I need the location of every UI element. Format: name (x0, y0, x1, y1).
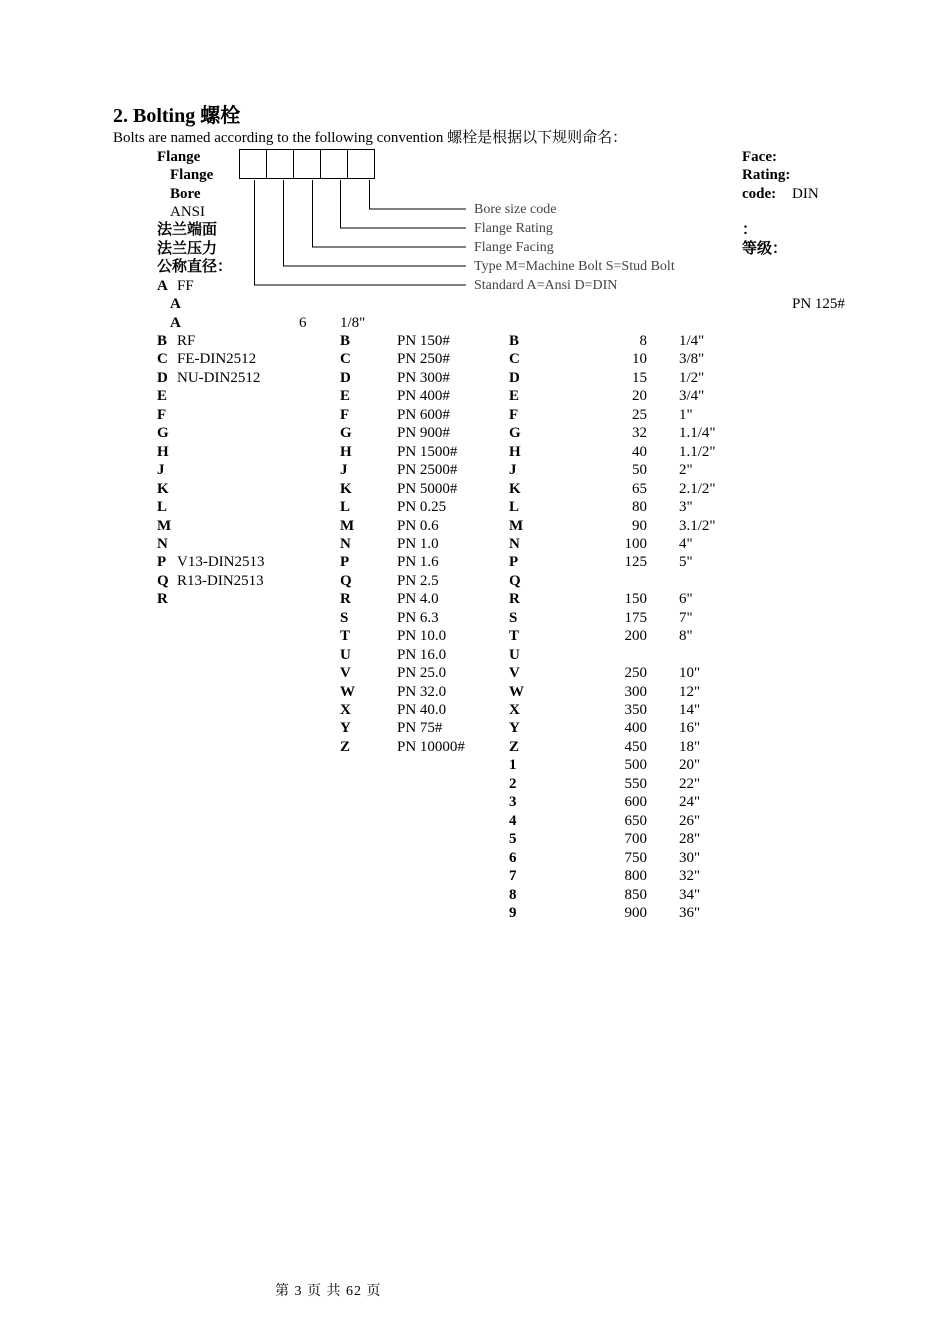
bore-inch-A: 1/8" (340, 315, 366, 331)
bore-mm-A: 6 (299, 315, 307, 331)
bore-inch: 3/8" (679, 351, 705, 368)
bore-mm: 250 (624, 665, 647, 682)
bore-mm: 850 (624, 886, 647, 903)
facing-code: H (157, 443, 169, 460)
bore-mm: 750 (624, 849, 647, 866)
bore-mm: 200 (624, 628, 647, 645)
bore-inch: 1.1/4" (679, 425, 716, 442)
label-type: Type M=Machine Bolt S=Stud Bolt (474, 259, 675, 274)
bore-inch: 1/2" (679, 369, 705, 386)
bore-inch: 16" (679, 720, 701, 737)
bore-code: E (509, 388, 520, 405)
bore-mm: 450 (624, 738, 647, 755)
bore-mm: 8 (639, 333, 647, 349)
rating-code: Q (340, 572, 352, 589)
bore-code: K (509, 480, 521, 497)
header-rating: Rating: (742, 167, 791, 183)
bore-inch: 3/4" (679, 388, 705, 405)
rating-code: S (340, 609, 349, 626)
rating-value: PN 250# (397, 351, 450, 368)
leader-line-facing (313, 180, 467, 247)
bore-inch: 8" (679, 628, 693, 645)
rating-code: P (340, 554, 350, 571)
bore-code: N (509, 535, 520, 552)
bore-inch: 22" (679, 775, 701, 792)
bore-mm: 65 (632, 480, 647, 497)
header-flange-1: Flange (157, 149, 201, 165)
bore-inch: 2.1/2" (679, 480, 716, 497)
bore-mm: 125 (624, 554, 647, 571)
bore-mm: 10 (632, 351, 647, 368)
rating-value: PN 1.0 (397, 535, 439, 552)
bore-code: 9 (509, 904, 517, 921)
bore-mm: 600 (624, 794, 647, 811)
bore-inch: 26" (679, 812, 701, 829)
rating-value: PN 40.0 (397, 702, 447, 718)
rating-value: PN 150# (397, 333, 450, 349)
rating-code: G (340, 425, 352, 442)
rating-code: D (340, 369, 351, 386)
bore-code-A: A (170, 315, 181, 331)
bore-code: 1 (509, 757, 517, 774)
label-bore-size-code: Bore size code (474, 202, 557, 217)
bore-inch: 12" (679, 683, 701, 700)
bore-inch: 18" (679, 738, 701, 755)
rating-code: E (340, 388, 351, 405)
rating-code: W (340, 683, 355, 700)
header-grade-cn: 等级： (742, 241, 788, 257)
rating-code: C (340, 351, 351, 368)
bore-inch: 28" (679, 831, 701, 848)
bore-mm: 700 (624, 831, 647, 848)
bore-inch: 1" (679, 406, 693, 423)
bore-inch: 5" (679, 554, 693, 571)
rating-value: PN 16.0 (397, 646, 447, 663)
rating-value: PN 75# (397, 720, 443, 737)
facing-code: J (157, 462, 165, 479)
bore-inch: 3.1/2" (679, 517, 716, 534)
bore-code: X (509, 702, 520, 718)
bore-inch: 20" (679, 757, 701, 774)
label-flange-facing: Flange Facing (474, 240, 554, 255)
facing-value: NU-DIN2512 (177, 369, 261, 386)
facing-code: F (157, 406, 167, 423)
bore-mm: 15 (632, 369, 647, 386)
bore-code: Y (509, 720, 520, 737)
header-rating-cn: 法兰压力 (157, 241, 218, 257)
rating-value: PN 1500# (397, 443, 458, 460)
bore-inch: 1.1/2" (679, 443, 716, 460)
bore-code: R (509, 591, 520, 608)
bore-code: M (509, 517, 524, 534)
header-colon: ： (742, 222, 758, 238)
facing-value: V13-DIN2513 (177, 554, 265, 571)
bore-code: P (509, 554, 519, 571)
bore-code: F (509, 406, 519, 423)
rating-code: V (340, 665, 351, 682)
leader-line-standard (255, 180, 467, 285)
bore-code: 5 (509, 831, 517, 848)
rating-code: T (340, 628, 351, 645)
label-standard: Standard A=Ansi D=DIN (474, 278, 618, 293)
bore-mm: 25 (632, 406, 647, 423)
bore-inch: 14" (679, 702, 701, 718)
rating-code: U (340, 646, 351, 663)
leader-line-type (284, 180, 467, 266)
rating-code: J (340, 462, 348, 479)
bore-code: W (509, 683, 524, 700)
rating-code: Y (340, 720, 351, 737)
rating-value: PN 0.25 (397, 499, 447, 516)
facing-code-A: A (157, 278, 168, 294)
bore-code: Q (509, 572, 521, 589)
bore-inch: 34" (679, 886, 701, 903)
rating-value: PN 6.3 (397, 609, 439, 626)
bore-code: 3 (509, 794, 517, 811)
bore-mm: 20 (632, 388, 647, 405)
bore-inch: 24" (679, 794, 701, 811)
facing-code: E (157, 388, 168, 405)
facing-code: Q (157, 572, 169, 589)
bore-inch: 1/4" (679, 333, 705, 349)
facing-code: R (157, 591, 168, 608)
facing-code: K (157, 480, 169, 497)
bore-code: U (509, 646, 520, 663)
bore-mm: 100 (624, 535, 647, 552)
intro-text: Bolts are named according to the following convention 螺栓是根据以下规则命名： (113, 130, 628, 146)
rating-code: N (340, 535, 351, 552)
facing-code: L (157, 499, 168, 516)
header-bore: Bore (170, 186, 201, 202)
header-facing-cn: 法兰端面 (157, 222, 218, 238)
facing-value-A: FF (177, 278, 194, 294)
leader-line-rating (341, 180, 467, 228)
bore-code: H (509, 443, 521, 460)
rating-code: K (340, 480, 352, 497)
header-ansi: ANSI (170, 204, 206, 220)
facing-value: FE-DIN2512 (177, 351, 257, 368)
header-flange-2: Flange (170, 167, 214, 183)
rating-code: M (340, 517, 355, 534)
bore-code: 2 (509, 775, 517, 792)
facing-code: N (157, 535, 168, 552)
bore-inch: 4" (679, 535, 693, 552)
rating-value: PN 400# (397, 388, 450, 405)
bore-mm: 550 (624, 775, 647, 792)
rating-code: R (340, 591, 351, 608)
bore-code: L (509, 499, 520, 516)
facing-code: G (157, 425, 169, 442)
bore-code: 6 (509, 849, 517, 866)
bore-mm: 650 (624, 812, 647, 829)
bore-code: B (509, 333, 520, 349)
bore-mm: 90 (632, 517, 647, 534)
bore-code: 4 (509, 812, 517, 829)
bore-code: Z (509, 738, 520, 755)
rating-code-A: A (170, 296, 181, 312)
bore-mm: 500 (624, 757, 647, 774)
bore-inch: 6" (679, 591, 693, 608)
header-face: Face: (742, 149, 777, 165)
bore-code: S (509, 609, 518, 626)
rating-code: X (340, 702, 351, 718)
header-bore-cn: 公称直径： (157, 259, 233, 275)
bore-inch: 32" (679, 868, 701, 885)
bore-inch: 10" (679, 665, 701, 682)
rating-value: PN 25.0 (397, 665, 447, 682)
bore-mm: 50 (632, 462, 647, 479)
leader-line-bore (370, 180, 467, 209)
rating-value: PN 10000# (397, 738, 465, 755)
rating-value: PN 2500# (397, 462, 458, 479)
rating-code: F (340, 406, 350, 423)
rating-value: PN 900# (397, 425, 450, 442)
bore-code: J (509, 462, 517, 479)
header-pn125: PN 125# (792, 296, 845, 312)
rating-value: PN 32.0 (397, 683, 447, 700)
rating-value: PN 10.0 (397, 628, 447, 645)
bore-mm: 400 (624, 720, 647, 737)
bore-mm: 800 (624, 868, 647, 885)
bore-mm: 900 (624, 904, 647, 921)
facing-code: D (157, 369, 168, 386)
bore-inch: 30" (679, 849, 701, 866)
bore-code: 8 (509, 886, 517, 903)
bore-mm: 350 (624, 702, 647, 718)
rating-code: L (340, 499, 351, 516)
bore-inch: 36" (679, 904, 701, 921)
bore-mm: 300 (624, 683, 647, 700)
rating-value: PN 4.0 (397, 591, 439, 608)
rating-value: PN 2.5 (397, 572, 439, 589)
section-heading: 2. Bolting 螺栓 (113, 105, 241, 127)
bore-code: V (509, 665, 520, 682)
bore-mm: 32 (632, 425, 647, 442)
facing-code: M (157, 517, 172, 534)
bore-inch: 7" (679, 609, 693, 626)
rating-value: PN 600# (397, 406, 450, 423)
bore-mm: 175 (624, 609, 647, 626)
rating-code: B (340, 333, 351, 349)
rating-value: PN 300# (397, 369, 450, 386)
bore-code: 7 (509, 868, 517, 885)
bore-code: D (509, 369, 520, 386)
bore-mm: 40 (632, 443, 647, 460)
bore-code: C (509, 351, 520, 368)
bore-code: G (509, 425, 521, 442)
rating-value: PN 5000# (397, 480, 458, 497)
rating-value: PN 0.6 (397, 517, 439, 534)
facing-code: P (157, 554, 167, 571)
bore-code: T (509, 628, 520, 645)
facing-value: R13-DIN2513 (177, 572, 264, 589)
rating-code: Z (340, 738, 351, 755)
bore-mm: 150 (624, 591, 647, 608)
bore-inch: 2" (679, 462, 693, 479)
bore-inch: 3" (679, 499, 693, 516)
rating-value: PN 1.6 (397, 554, 439, 571)
facing-value: RF (177, 333, 196, 349)
header-din: DIN (792, 186, 819, 202)
label-flange-rating: Flange Rating (474, 221, 553, 236)
page-footer: 第 3 页 共 62 页 (275, 1284, 382, 1299)
header-code: code: (742, 186, 777, 202)
rating-code: H (340, 443, 352, 460)
facing-code: B (157, 333, 168, 349)
bore-mm: 80 (632, 499, 647, 516)
facing-code: C (157, 351, 168, 368)
